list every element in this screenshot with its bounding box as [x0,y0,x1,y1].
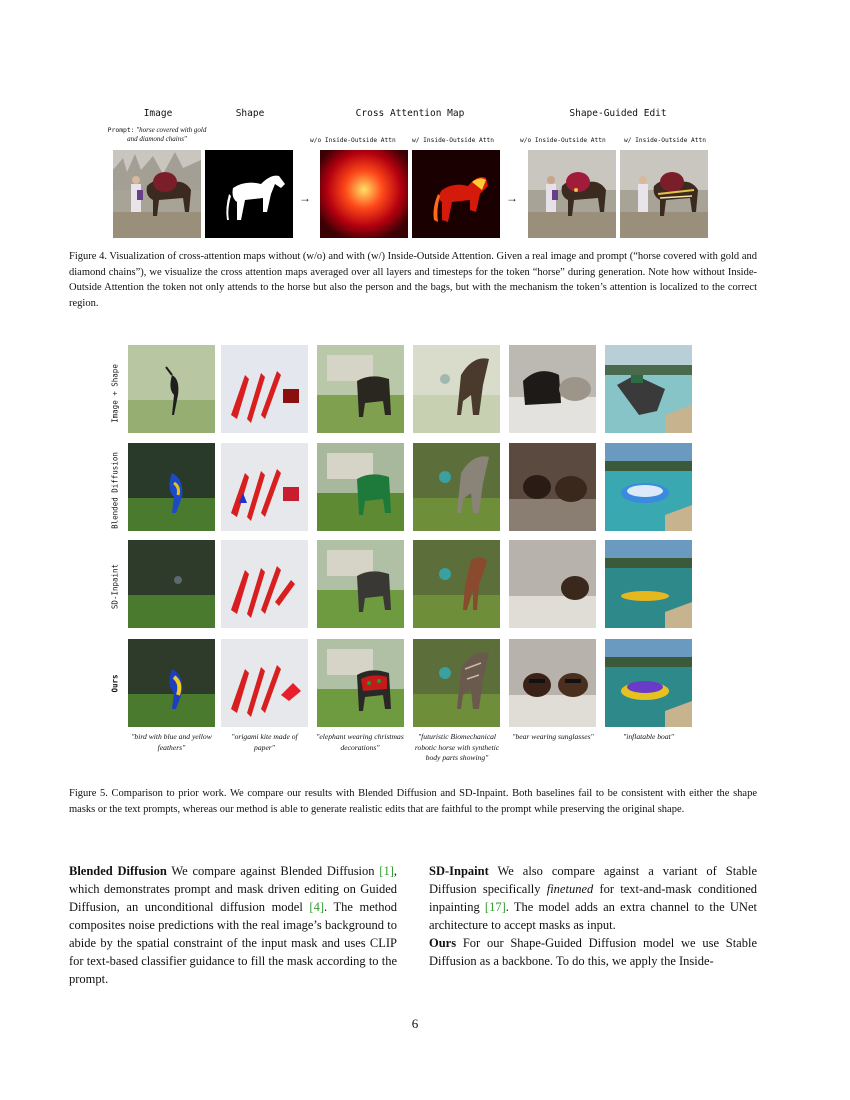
horse-shape-mask [205,150,293,238]
prompt-text: "horse covered with gold and diamond chains" [127,126,207,143]
header-cross-attention-map: Cross Attention Map [355,108,465,119]
row-label-ours: Ours [110,674,120,693]
grid-image [413,540,500,628]
right-column-paragraph: SD-Inpaint We also compare against a variant of Stable Diffusion specifically finetuned for text-and-mask conditioned inpainting [17]. The model adds an extra channel to the UNet architecture to accept masks as input. Ours For our Shape-Guided Diffusion model we use Stable Diffusion as a backbone. To do this, we apply the Inside- [429,864,757,968]
grid-image [509,443,596,531]
grid-image [413,639,500,727]
figure4-prompt [103,126,211,144]
horse-real-image [113,150,201,238]
grid-image [605,443,692,531]
label-w-inside-outside-attn-edit: w/ Inside-Outside Attn [624,137,706,144]
citation-link[interactable]: [17] [484,900,506,914]
label-wo-inside-outside-attn-map: w/o Inside-Outside Attn [310,137,396,144]
grid-image [605,540,692,628]
label-wo-inside-outside-attn-edit: w/o Inside-Outside Attn [520,137,606,144]
prompt-bear: "bear wearing sunglasses" [512,732,594,741]
figure4-caption: Figure 4. Visualization of cross-attention maps without (w/o) and with (w/) Inside-Outside Attention. Given a real image and prompt (“horse covered with gold and diamond chains”), we visualize the cross attention maps averaged over all layers and timesteps for the token “horse” during generation. Note how without Inside-Outside Attention the token not only attends to the horse but also the person and the bags, but with the mechanism the token’s attention is localized to the correct region. [69,251,757,309]
prompt-bird: "bird with blue and yellow feathers" [131,732,212,752]
grid-image [605,639,692,727]
horse-edit-with [620,150,708,238]
prompt-inflatable-boat: "inflatable boat" [623,732,674,741]
grid-image [605,345,692,433]
grid-image [413,345,500,433]
grid-image [221,345,308,433]
citation-link[interactable]: [1] [379,864,394,878]
header-shape: Shape [235,108,265,119]
row-label-blended-diffusion: Blended Diffusion [110,452,120,529]
left-column-paragraph: Blended Diffusion We compare against Blended Diffusion [1], which demonstrates prompt and mask driven editing on Guided Diffusion, an unconditional diffusion model [4]. The method composites noise predictions with the real image’s background to abide by the spatial constraint of the input mask and uses CLIP for text-based classifier guidance to fill the mask according to the prompt. [69,864,397,986]
horse-edit-without [528,150,616,238]
grid-image [509,639,596,727]
heading-ours: Ours [429,936,457,950]
heading-blended-diffusion: Blended Diffusion [69,864,167,878]
arrow-icon: → [299,191,311,205]
figure5-caption: Figure 5. Comparison to prior work. We compare our results with Blended Diffusion and SD-Inpaint. Both baselines fail to be consistent with either the shape masks or the text prompts, whereas our method is able to generate realistic edits that are faithful to the prompt while preserving the original shape. [69,788,757,815]
heading-sd-inpaint: SD-Inpaint [429,864,489,878]
grid-image [221,639,308,727]
grid-image [509,540,596,628]
grid-image [509,345,596,433]
label-w-inside-outside-attn-map: w/ Inside-Outside Attn [412,137,494,144]
header-image: Image [143,108,173,119]
grid-image [221,540,308,628]
grid-image [221,443,308,531]
grid-image [317,443,404,531]
header-shape-guided-edit: Shape-Guided Edit [569,108,667,119]
page-number: 6 [411,1016,419,1031]
grid-image [413,443,500,531]
row-label-image-shape: Image + Shape [110,364,120,423]
grid-image [128,639,215,727]
prompt-label: Prompt: [107,126,135,134]
prompt-robotic-horse: "futuristic Biomechanical robotic horse with synthetic body parts showing" [414,732,500,762]
attention-map-without [320,150,408,238]
prompt-origami-kite: "origami kite made of paper" [231,732,298,752]
grid-image [317,540,404,628]
prompt-elephant: "elephant wearing christmas decorations" [316,732,404,752]
grid-image [128,345,215,433]
arrow-icon: → [506,191,518,205]
citation-link[interactable]: [4] [309,900,324,914]
grid-image [317,345,404,433]
grid-image [128,540,215,628]
row-label-sd-inpaint: SD-Inpaint [110,563,120,610]
attention-map-with [412,150,500,238]
grid-image [317,639,404,727]
grid-image [128,443,215,531]
